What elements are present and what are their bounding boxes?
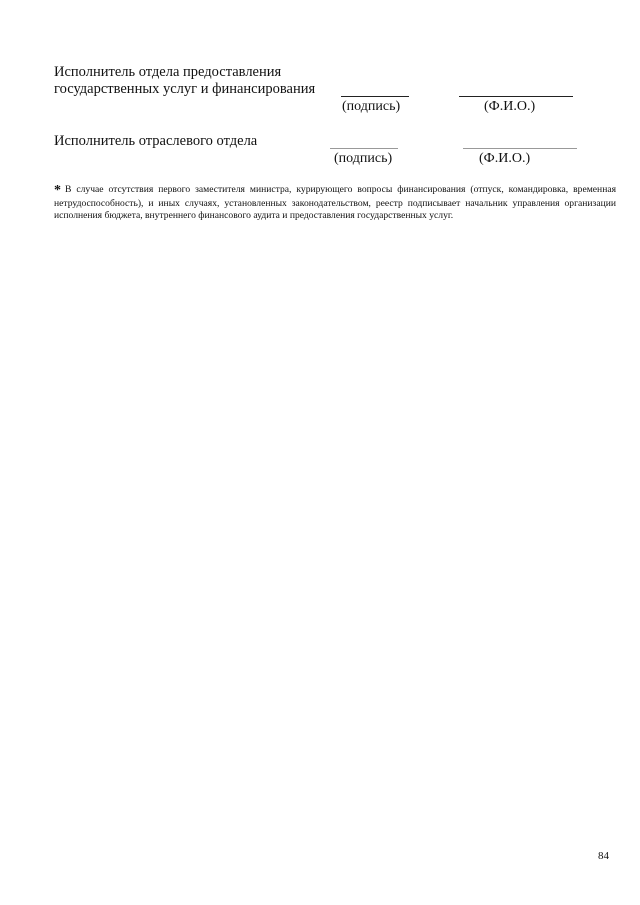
name-line [463, 148, 577, 149]
signature-block-finance [0, 64, 640, 120]
name-caption: (Ф.И.О.) [484, 99, 536, 114]
signature-block-sector [0, 133, 640, 173]
footnote [54, 184, 616, 223]
name-caption: (Ф.И.О.) [479, 151, 531, 166]
page-number: 84 [598, 850, 609, 862]
signatory-role [54, 133, 257, 150]
signatory-role-line: государственных услуг и финансирования [54, 81, 316, 97]
signatory-role [54, 64, 315, 98]
signature-line [330, 148, 398, 149]
footnote-marker: * [54, 183, 61, 198]
signature-caption: (подпись) [334, 151, 393, 166]
signatory-role-line: Исполнитель отдела предоставления [54, 64, 282, 80]
footnote-text: В случае отсутствия первого заместителя министра, курирующего вопросы финансирования (отпуск, командировка, временная нетрудоспособность), и иных случаях, установленных законодательством, реестр подписывает начальник управления организации исполнения бюджета, внутреннего финансового аудита и предоставления государственных услуг. [54, 184, 616, 221]
name-line [459, 96, 573, 97]
signature-caption: (подпись) [342, 99, 401, 114]
signature-line [341, 96, 409, 97]
signatory-role-line: Исполнитель отраслевого отдела [54, 133, 258, 149]
